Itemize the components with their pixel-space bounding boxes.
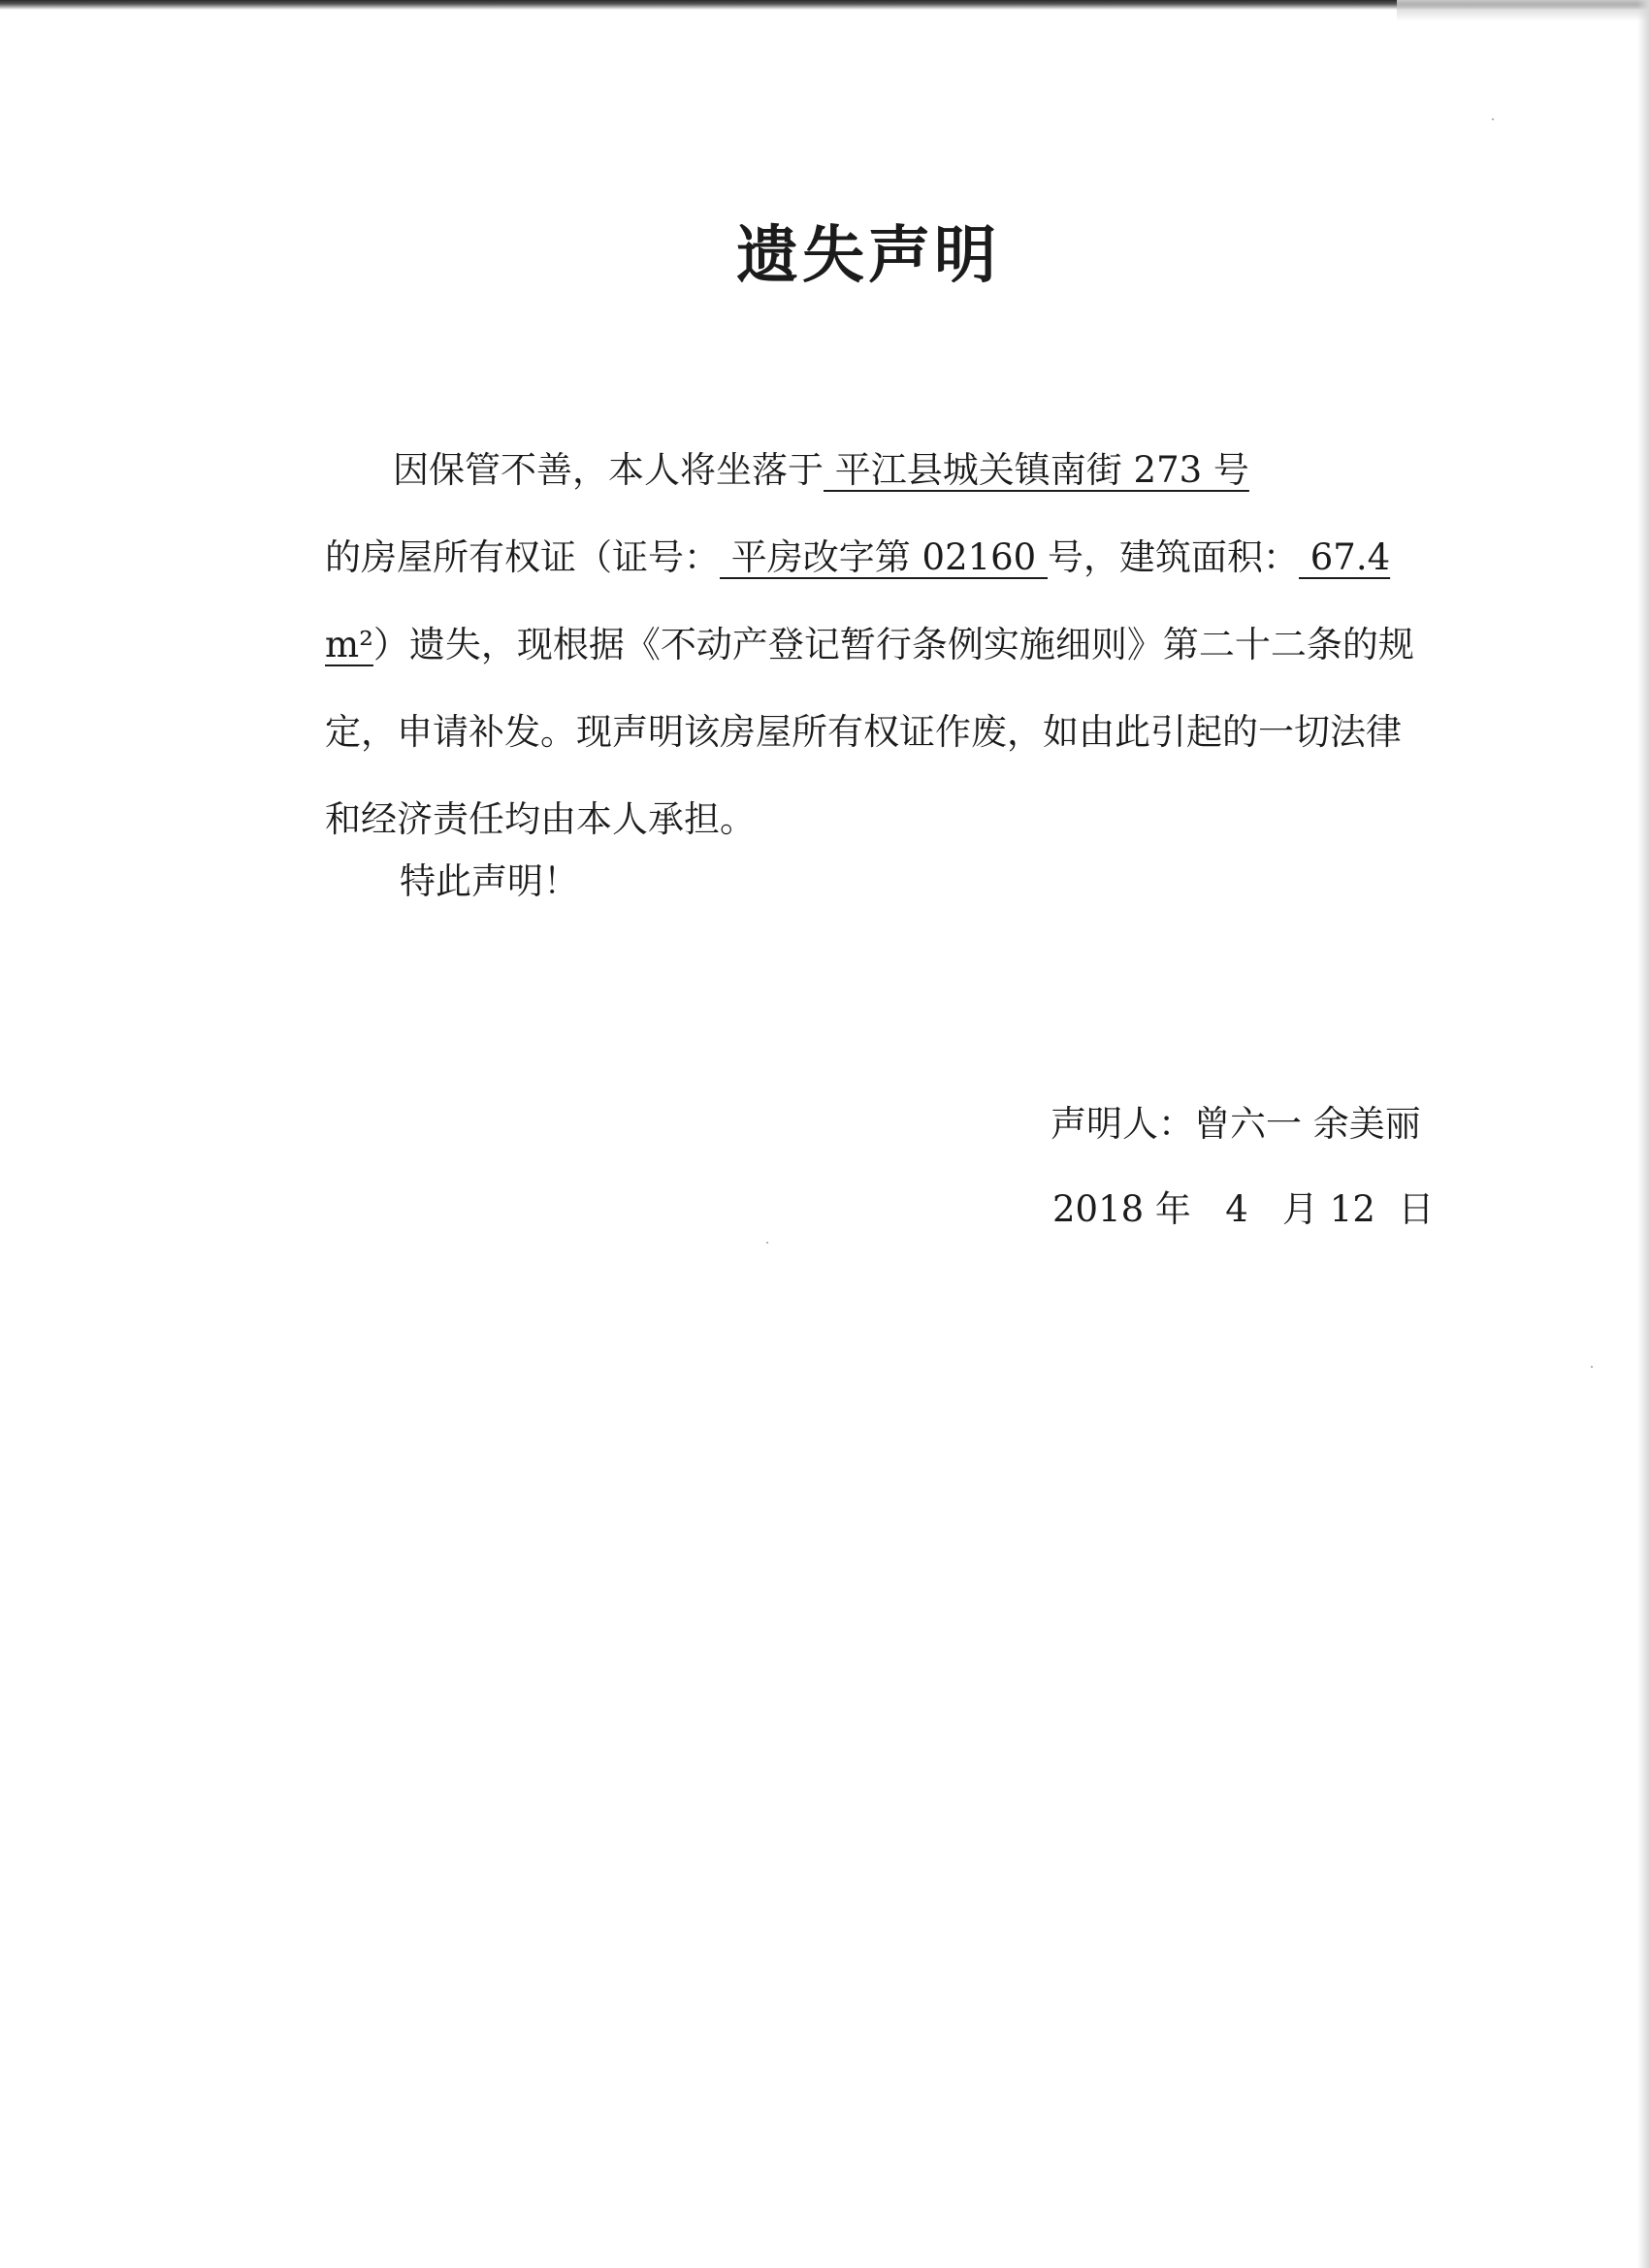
body-text: 号，建筑面积： — [1048, 536, 1299, 578]
area-unit: m² — [325, 624, 373, 665]
declarant-signature: 声明人：曾六一 余美丽 — [1051, 1103, 1421, 1145]
body-text: 因保管不善，本人将坐落于 — [393, 449, 824, 491]
scan-speck — [1591, 1366, 1593, 1368]
body-text: 的房屋所有权证（证号： — [325, 536, 720, 578]
body-line-2 — [325, 514, 1440, 601]
body-line-3 — [325, 601, 1440, 689]
declaration-body — [325, 427, 1440, 863]
scan-shadow-right — [1637, 0, 1649, 2268]
body-line-4: 定，申请补发。现声明该房屋所有权证作废，如由此引起的一切法律 — [325, 711, 1402, 753]
scan-speck — [1492, 118, 1494, 120]
property-address: 平江县城关镇南街 273 号 — [824, 449, 1249, 491]
scan-shadow-top-right — [1397, 0, 1649, 21]
document-title: 遗失声明 — [736, 219, 1000, 292]
floor-area: 67.4 — [1299, 536, 1391, 578]
body-line-1 — [325, 427, 1440, 514]
closing-statement: 特此声明！ — [400, 860, 579, 902]
scan-speck — [766, 1242, 768, 1244]
declaration-date: 2018 年 4 月 12 日 — [1052, 1188, 1435, 1230]
body-text: ）遗失，现根据《不动产登记暂行条例实施细则》第二十二条的规 — [372, 624, 1414, 665]
certificate-number: 平房改字第 02160 — [720, 536, 1048, 578]
body-line-5: 和经济责任均由本人承担。 — [325, 798, 756, 840]
